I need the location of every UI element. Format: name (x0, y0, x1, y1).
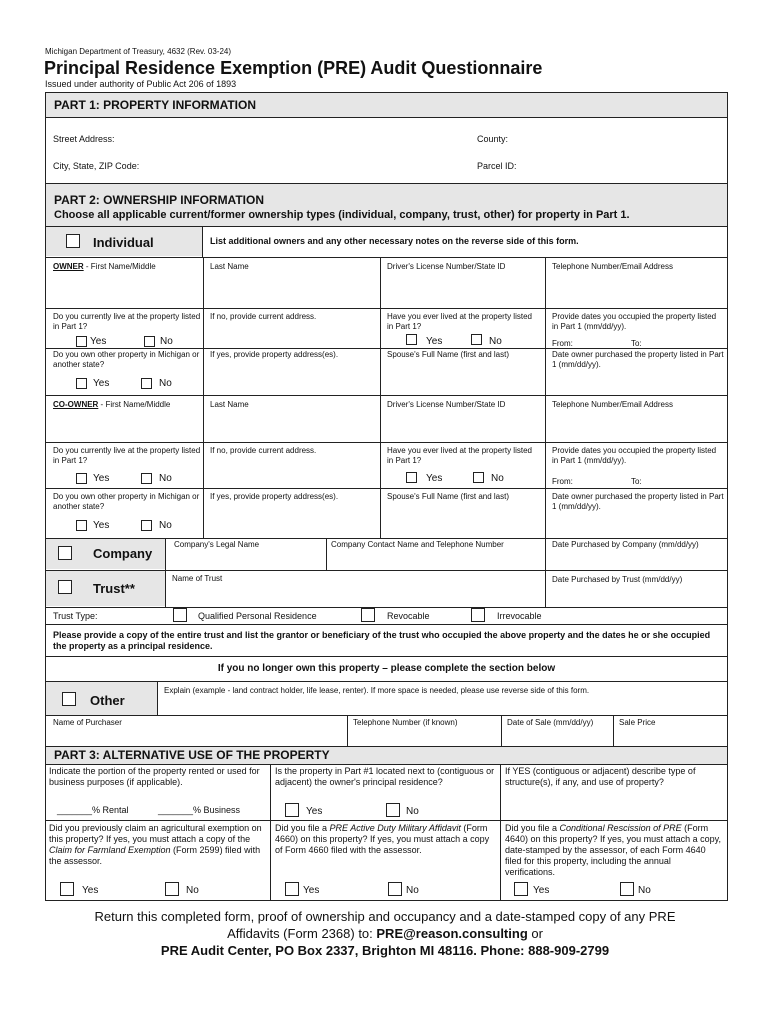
coowner-other-no-label: No (159, 520, 172, 531)
contiguous-no-checkbox[interactable] (386, 803, 400, 817)
coowner-from-field[interactable]: From: (552, 477, 573, 486)
coowner-live-yes-label: Yes (93, 473, 110, 484)
coowner-to-field[interactable]: To: (631, 477, 642, 486)
individual-label: Individual (93, 235, 154, 250)
coowner-ever-yes-checkbox[interactable] (406, 472, 417, 483)
owner-other-address-field[interactable]: If yes, provide property address(es). (210, 350, 339, 359)
parcel-id-field[interactable]: Parcel ID: (477, 161, 517, 171)
company-contact-field[interactable]: Company Contact Name and Telephone Number (331, 540, 504, 549)
page-title: Principal Residence Exemption (PRE) Audit Questionnaire (44, 58, 543, 78)
owner-spouse-field[interactable]: Spouse's Full Name (first and last) (387, 350, 510, 359)
owner-other-yes-label: Yes (93, 378, 110, 389)
agricultural-question (49, 823, 267, 867)
owner-ever-yes-checkbox[interactable] (406, 334, 417, 345)
coowner-other-yes-label: Yes (93, 520, 110, 531)
owner-other-no-checkbox[interactable] (141, 378, 152, 389)
trust-name-field[interactable]: Name of Trust (172, 574, 223, 583)
owner-ever-lived-question: Have you ever lived at the property listed in Part 1? (387, 312, 532, 331)
footer-address: PRE Audit Center, PO Box 2337, Brighton MI 48116. Phone: 888-909-2799 (160, 943, 610, 958)
rescission-no-checkbox[interactable] (620, 882, 634, 896)
company-checkbox[interactable] (58, 546, 72, 560)
military-question (275, 823, 497, 856)
rescission-question-a: Did you file a (505, 823, 560, 833)
authority-line: Issued under authority of Public Act 206 of 1893 (45, 79, 237, 89)
individual-note: List additional owners and any other necessary notes on the reverse side of this form. (210, 236, 579, 246)
portion-rented-question: Indicate the portion of the property rented or used for business purposes (if applicable). (49, 766, 260, 787)
contiguous-no-label: No (406, 806, 419, 817)
rescission-question-b: (Form 4640) on this property? If yes, you must attach a copy, date-stamped by the assessor, of each Form 4640 filed for this property, including the annual verifications. (505, 823, 721, 877)
trust-irrevocable-label: Irrevocable (497, 611, 542, 621)
company-label: Company (93, 546, 153, 561)
form-number: Michigan Department of Treasury, 4632 (Rev. 03-24) (45, 47, 232, 56)
rental-percent-field[interactable]: _______% Rental (57, 805, 129, 815)
city-state-zip-field[interactable]: City, State, ZIP Code: (53, 161, 140, 171)
owner-date-purchased-field[interactable]: Date owner purchased the property listed in Part 1 (mm/dd/yy). (552, 350, 724, 369)
military-no-label: No (406, 885, 419, 896)
agricultural-yes-label: Yes (82, 885, 99, 896)
coowner-date-purchased-field[interactable]: Date owner purchased the property listed in Part 1 (mm/dd/yy). (552, 492, 724, 511)
owner-ever-no-label: No (489, 336, 502, 347)
owner-dl-field[interactable]: Driver's License Number/State ID (387, 262, 506, 271)
military-question-form: PRE Active Duty Military Affidavit (329, 823, 461, 833)
coowner-ever-yes-label: Yes (426, 473, 443, 484)
military-yes-label: Yes (303, 885, 320, 896)
coowner-last-name-field[interactable]: Last Name (210, 400, 249, 409)
trust-label: Trust** (93, 581, 135, 596)
street-address-field[interactable]: Street Address: (53, 134, 115, 144)
contiguous-question: Is the property in Part #1 located next to (contiguous or adjacent) the owner's principal residence? (275, 766, 495, 787)
military-question-a: Did you file a (275, 823, 330, 833)
rescission-yes-checkbox[interactable] (514, 882, 528, 896)
coowner-dl-field[interactable]: Driver's License Number/State ID (387, 400, 506, 409)
part1-heading-text: PROPERTY INFORMATION (103, 98, 257, 112)
other-explain-field[interactable]: Explain (example - land contract holder, life lease, renter). If more space is needed, please use reverse side of this form. (164, 686, 590, 695)
part1-heading-prefix: PART 1: (54, 98, 100, 112)
company-legal-name-field[interactable]: Company's Legal Name (174, 540, 260, 549)
military-no-checkbox[interactable] (388, 882, 402, 896)
coowner-live-no-checkbox[interactable] (141, 473, 152, 484)
owner-label: OWNER (53, 262, 84, 271)
business-percent-field[interactable]: _______% Business (158, 805, 241, 815)
owner-current-address-field[interactable]: If no, provide current address. (210, 312, 317, 321)
trust-checkbox[interactable] (58, 580, 72, 594)
contiguous-yes-label: Yes (306, 806, 323, 817)
military-yes-checkbox[interactable] (285, 882, 299, 896)
owner-live-question: Do you currently live at the property listed in Part 1? (53, 312, 201, 331)
trust-irrevocable-checkbox[interactable] (471, 608, 485, 622)
individual-checkbox[interactable] (66, 234, 80, 248)
part1-heading (54, 98, 256, 112)
rescission-question-form: Conditional Rescission of PRE (559, 823, 682, 833)
coowner-other-yes-checkbox[interactable] (76, 520, 87, 531)
agricultural-question-a: Did you previously claim an agricultural exemption on this property? If yes, you must attach a copy of the (49, 823, 262, 844)
footer-line1: Return this completed form, proof of ownership and occupancy and a date-stamped copy of any PRE (94, 909, 676, 924)
owner-last-name-field[interactable]: Last Name (210, 262, 249, 271)
owner-from-field[interactable]: From: (552, 339, 573, 348)
structure-type-question[interactable]: If YES (contiguous or adjacent) describe type of structure(s), if any, and use of property? (505, 766, 696, 787)
coowner-other-no-checkbox[interactable] (141, 520, 152, 531)
coowner-live-question: Do you currently live at the property listed in Part 1? (53, 446, 201, 465)
trust-type-label: Trust Type: (53, 611, 98, 621)
owner-other-no-label: No (159, 378, 172, 389)
owner-phone-email-field[interactable]: Telephone Number/Email Address (552, 262, 673, 271)
owner-sub-label: - First Name/Middle (83, 262, 156, 271)
part2-instruction: Choose all applicable current/former ownership types (individual, company, trust, other) for property in Part 1. (54, 209, 630, 221)
owner-ever-no-checkbox[interactable] (471, 334, 482, 345)
part2-heading: PART 2: OWNERSHIP INFORMATION (54, 193, 264, 207)
owner-ever-yes-label: Yes (426, 336, 443, 347)
trust-qpr-checkbox[interactable] (173, 608, 187, 622)
rescission-question (505, 823, 723, 878)
coowner-phone-email-field[interactable]: Telephone Number/Email Address (552, 400, 673, 409)
other-label: Other (90, 693, 125, 708)
coowner-first-name-field[interactable] (53, 400, 170, 410)
coowner-ever-no-checkbox[interactable] (473, 472, 484, 483)
agricultural-yes-checkbox[interactable] (60, 882, 74, 896)
coowner-ever-no-label: No (491, 473, 504, 484)
owner-to-field[interactable]: To: (631, 339, 642, 348)
trust-date-field[interactable]: Date Purchased by Trust (mm/dd/yy) (552, 575, 683, 584)
coowner-live-no-label: No (159, 473, 172, 484)
agricultural-question-b: (Form 2599) filed with the assessor. (49, 845, 261, 866)
county-field[interactable]: County: (477, 134, 509, 144)
trust-copy-note: Please provide a copy of the entire trust and list the grantor or beneficiary of the trust who occupied the above property and the dates he or she occupied the property as a principal residence. (53, 630, 711, 651)
contiguous-yes-checkbox[interactable] (285, 803, 299, 817)
owner-dates-occupied: Provide dates you occupied the property listed in Part 1 (mm/dd/yy). (552, 312, 717, 331)
sale-price-field[interactable]: Sale Price (619, 718, 656, 727)
coowner-current-address-field[interactable]: If no, provide current address. (210, 446, 317, 455)
coowner-ever-lived-question: Have you ever lived at the property listed in Part 1? (387, 446, 532, 465)
agricultural-no-checkbox[interactable] (165, 882, 179, 896)
coowner-live-yes-checkbox[interactable] (76, 473, 87, 484)
owner-live-yes-label: Yes (90, 336, 107, 347)
coowner-sub-label: - First Name/Middle (98, 400, 171, 409)
coowner-other-address-field[interactable]: If yes, provide property address(es). (210, 492, 339, 501)
other-checkbox[interactable] (62, 692, 76, 706)
purchaser-phone-field[interactable]: Telephone Number (if known) (353, 718, 458, 727)
no-longer-own-heading: If you no longer own this property – please complete the section below (217, 663, 556, 674)
agricultural-question-form: Claim for Farmland Exemption (49, 845, 171, 855)
rescission-yes-label: Yes (533, 885, 550, 896)
coowner-spouse-field[interactable]: Spouse's Full Name (first and last) (387, 492, 510, 501)
trust-revocable-label: Revocable (387, 611, 430, 621)
footer-line2-or: or (527, 926, 543, 941)
date-of-sale-field[interactable]: Date of Sale (mm/dd/yy) (507, 718, 594, 727)
owner-first-name-field[interactable] (53, 262, 156, 272)
owner-live-no-label: No (160, 336, 173, 347)
rescission-no-label: No (638, 885, 651, 896)
owner-own-other-question: Do you own other property in Michigan or another state? (53, 350, 200, 369)
coowner-label: CO-OWNER (53, 400, 99, 409)
footer-line2 (0, 926, 770, 942)
owner-live-yes-checkbox[interactable] (76, 336, 87, 347)
owner-live-no-checkbox[interactable] (144, 336, 155, 347)
agricultural-no-label: No (186, 885, 199, 896)
coowner-own-other-question: Do you own other property in Michigan or another state? (53, 492, 200, 511)
trust-revocable-checkbox[interactable] (361, 608, 375, 622)
footer-line2-text: Affidavits (Form 2368) to: (227, 926, 377, 941)
part3-heading: PART 3: ALTERNATIVE USE OF THE PROPERTY (54, 748, 330, 762)
company-date-field[interactable]: Date Purchased by Company (mm/dd/yy) (552, 540, 699, 549)
footer-email-link[interactable]: PRE@reason.consulting (376, 926, 528, 941)
military-question-b: (Form 4660) on this property? If yes, you must attach a copy of Form 4660 filed with the assessor. (275, 823, 490, 855)
trust-qpr-label: Qualified Personal Residence (198, 611, 317, 621)
coowner-dates-occupied: Provide dates you occupied the property listed in Part 1 (mm/dd/yy). (552, 446, 717, 465)
owner-other-yes-checkbox[interactable] (76, 378, 87, 389)
purchaser-name-field[interactable]: Name of Purchaser (53, 718, 122, 727)
